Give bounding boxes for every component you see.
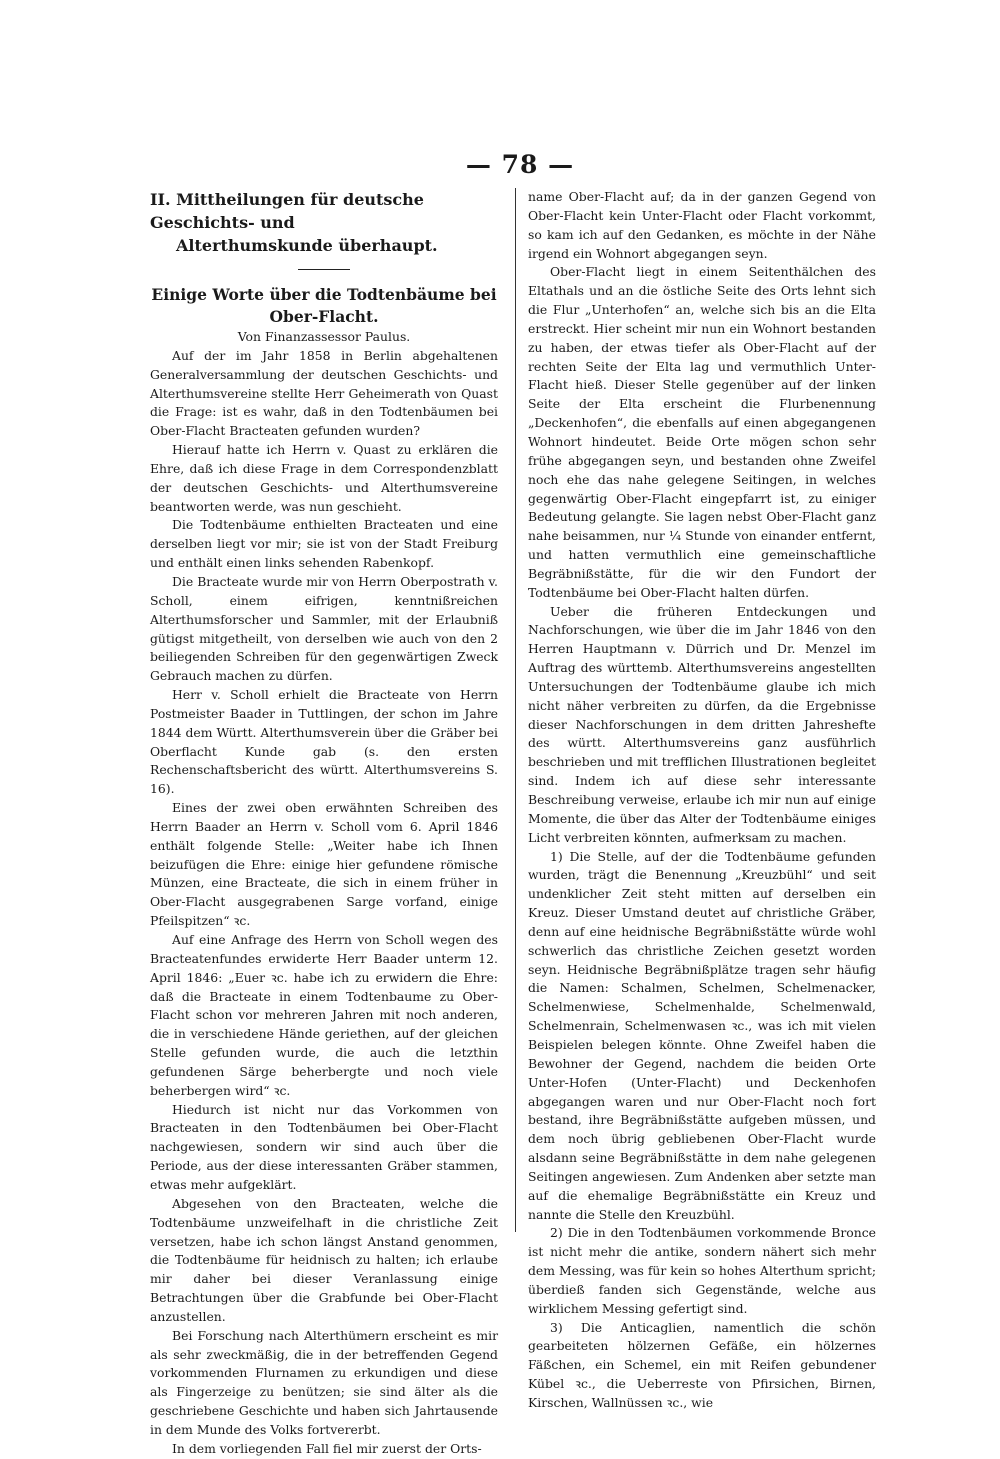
section-numeral: II. (150, 190, 171, 209)
paragraph: Auf der im Jahr 1858 in Berlin abgehaltenen Generalversammlung der deutschen Geschichts- und Alterthumsvereine stellte Herr Geheimerath von Quast die Frage: ist es wahr, daß in den Todtenbäumen bei Ober-Flacht Bracteaten gefunden wurden? (150, 347, 498, 439)
paragraph: Ueber die früheren Entdeckungen und Nachforschungen, wie über die im Jahr 1846 von den Herren Hauptmann v. Dürrich und Dr. Menzel im Auftrag des württemb. Alterthumsvereins angestellten Untersuchungen der Todtenbäume glaube ich mich nicht näher verbreiten zu dürfen, da die Ergebnisse dieser Nachforschungen in dem dritten Jahreshefte des württ. Alterthumsvereins ganz ausführlich beschrieben und mit trefflichen Illustrationen begleitet sind. Indem ich auf diese sehr interessante Beschreibung verweise, erlaube ich mir nun auf einige Momente, die über das Alter der Todtenbäume einiges Licht verbreiten könnten, aufmerksam zu machen. (528, 603, 876, 845)
paragraph: Die Bracteate wurde mir von Herrn Oberpostrath v. Scholl, einem eifrigen, kenntnißreichen Alterthumsforscher und Sammler, mit der Erlaubniß gütigst mitgetheilt, von derselben wie auch von den 2 beiliegenden Schreiben für den gegenwärtigen Zweck Gebrauch machen zu dürfen. (150, 573, 498, 684)
article-byline: Von Finanzassessor Paulus. (237, 329, 411, 344)
paragraph: Die Todtenbäume enthielten Bracteaten und eine derselben liegt vor mir; sie ist von der Stadt Freiburg und enthält einen links sehenden Rabenkopf. (150, 517, 498, 571)
paragraph: 3) Die Anticaglien, namentlich die schön gearbeiteten hölzernen Gefäße, ein hölzernes Fäßchen, ein Schemel, ein mit Reifen gebundener Kübel ꝛc., die Ueberreste von Pfirsichen, Birnen, Kirschen, Wallnüssen ꝛc., wie (528, 1319, 876, 1410)
paragraph: Auf eine Anfrage des Herrn von Scholl wegen des Bracteatenfundes erwiderte Herr Baader unterm 12. April 1846: „Euer ꝛc. habe ich zu erwidern die Ehre: daß die Bracteate in einem Todtenbaume zu Ober-Flacht schon vor mehreren Jahren mit noch anderen, die in verschiedene Hände geriethen, auf der gleichen Stelle gefunden wurde, die auch die letzthin gefundenen Särge beherbergte und noch viele beherbergen wird“ ꝛc. (150, 932, 498, 1098)
article-title-line1: Einige Worte über die Todtenbäume bei (151, 285, 497, 304)
left-column (150, 188, 498, 1459)
paragraph: Hierauf hatte ich Herrn v. Quast zu erklären die Ehre, daß ich diese Frage in dem Correspondenzblatt der deutschen Geschichts- und Alterthumsvereine beantworten werde, was nun geschieht. (150, 442, 498, 514)
paragraph: Herr v. Scholl erhielt die Bracteate von Herrn Postmeister Baader in Tuttlingen, der schon im Jahre 1844 dem Württ. Alterthumsverein über die Gräber bei Oberflacht Kunde gab (s. den ersten Rechenschaftsbericht des württ. Alterthumsvereins S. 16). (150, 687, 498, 797)
paragraph: Bei Forschung nach Alterthümern erscheint es mir als sehr zweckmäßig, die in der betreffenden Gegend vorkommenden Flurnamen zu erkundigen und diese als Fingerzeige zu benützen; sie sind älter als die geschriebene Geschichte und haben sich Jahrtausende in dem Munde des Volks fortvererbt. (150, 1327, 498, 1437)
right-column (528, 188, 876, 1413)
section-title-line2: Alterthumskunde überhaupt. (176, 236, 438, 255)
paragraph: Eines der zwei oben erwähnten Schreiben des Herrn Baader an Herrn v. Scholl vom 6. April 1846 enthält folgende Stelle: „Weiter habe ich Ihnen beizufügen die Ehre: einige hier gefundene römische Münzen, eine Bracteate, die sich in einem früher in Ober-Flacht ausgegrabenen Sarge vorfand, einige Pfeilspitzen“ ꝛc. (150, 800, 498, 929)
section-title-line1: Mittheilungen für deutsche Geschichts- und (150, 190, 424, 232)
paragraph: Hiedurch ist nicht nur das Vorkommen von Bracteaten in den Todtenbäumen bei Ober-Flacht nachgewiesen, sondern wir sind auch über die Periode, aus der diese interessanten Gräber stammen, etwas mehr aufgeklärt. (150, 1101, 498, 1192)
column-divider (515, 188, 516, 1232)
section-heading (150, 188, 498, 257)
paragraph: In dem vorliegenden Fall fiel mir zuerst der Orts- (172, 1440, 482, 1456)
paragraph: 2) Die in den Todtenbäumen vorkommende Bronce ist nicht mehr die antike, sondern nähert sich mehr dem Messing, was für kein so hohes Alterthum spricht; überdieß fanden sich Gegenstände, welche aus wirklichem Messing gefertigt sind. (528, 1225, 876, 1316)
article-title-line2: Ober-Flacht. (269, 307, 379, 326)
paragraph: Ober-Flacht liegt in einem Seitenthälchen des Eltathals und an die östliche Seite des Orts lehnt sich die Flur „Unterhofen“ an, welche sich bis an die Elta erstreckt. Hier scheint mir nun ein Wohnort bestanden zu haben, der etwas tiefer als Ober-Flacht auf der rechten Seite der Elta lag und vermuthlich Unter-Flacht hieß. Dieser Stelle gegenüber auf der linken Seite der Elta erscheint die Flurbenennung „Deckenhofen“, die ebenfalls auf einen abgegangenen Wohnort hindeutet. Beide Orte mögen schon sehr frühe abgegangen seyn, und bestanden ohne Zweifel noch ehe das nahe gelegene Seitingen, in welches gegenwärtig Ober-Flacht eingepfarrt ist, zu einiger Bedeutung gelangte. Sie lagen nebst Ober-Flacht ganz nahe beisammen, nur ¼ Stunde von einander entfernt, und hatten vermuthlich eine gemeinschaftliche Begräbnißstätte, für die wir den Fundort der Todtenbäume bei Ober-Flacht halten dürfen. (528, 264, 876, 600)
paragraph: name Ober-Flacht auf; da in der ganzen Gegend von Ober-Flacht kein Unter-Flacht oder Flacht vorkommt, so kam ich auf den Gedanken, es möchte in der Nähe irgend ein Wohnort abgegangen seyn. (528, 189, 876, 261)
heading-rule (298, 269, 350, 270)
page-number: — 78 — (465, 150, 575, 179)
paragraph: 1) Die Stelle, auf der die Todtenbäume gefunden wurden, trägt die Benennung „Kreuzbühl“ und seit undenklicher Zeit steht mitten auf derselben ein Kreuz. Dieser Umstand deutet auf christliche Gräber, denn auf eine heidnische Begräbnißstätte würde wohl schwerlich das christliche Zeichen gesetzt worden seyn. Heidnische Begräbnißplätze tragen sehr häufig die Namen: Schalmen, Schelmen, Schelmenacker, Schelmenwiese, Schelmenhalde, Schelmenwald, Schelmenrain, Schelmenwasen ꝛc., was ich mit vielen Beispielen belegen könnte. Ohne Zweifel haben die Bewohner der Gegend, nachdem die beiden Orte Unter-Hofen (Unter-Flacht) und Deckenhofen abgegangen waren und nur Ober-Flacht noch fort bestand, ihre Begräbnißstätte aufgeben müssen, und dem noch übrig gebliebenen Ober-Flacht wurde alsdann seine Begräbnißstätte in dem nahe gelegenen Seitingen angewiesen. Zum Andenken aber setzte man auf die ehemalige Begräbnißstätte ein Kreuz und nannte die Stelle den Kreuzbühl. (528, 848, 876, 1222)
paragraph: Abgesehen von den Bracteaten, welche die Todtenbäume unzweifelhaft in die christliche Zeit versetzen, habe ich schon längst Anstand genommen, die Todtenbäume für heidnisch zu halten; ich erlaube mir daher bei dieser Veranlassung einige Betrachtungen über die Grabfunde bei Ober-Flacht anzustellen. (150, 1195, 498, 1324)
